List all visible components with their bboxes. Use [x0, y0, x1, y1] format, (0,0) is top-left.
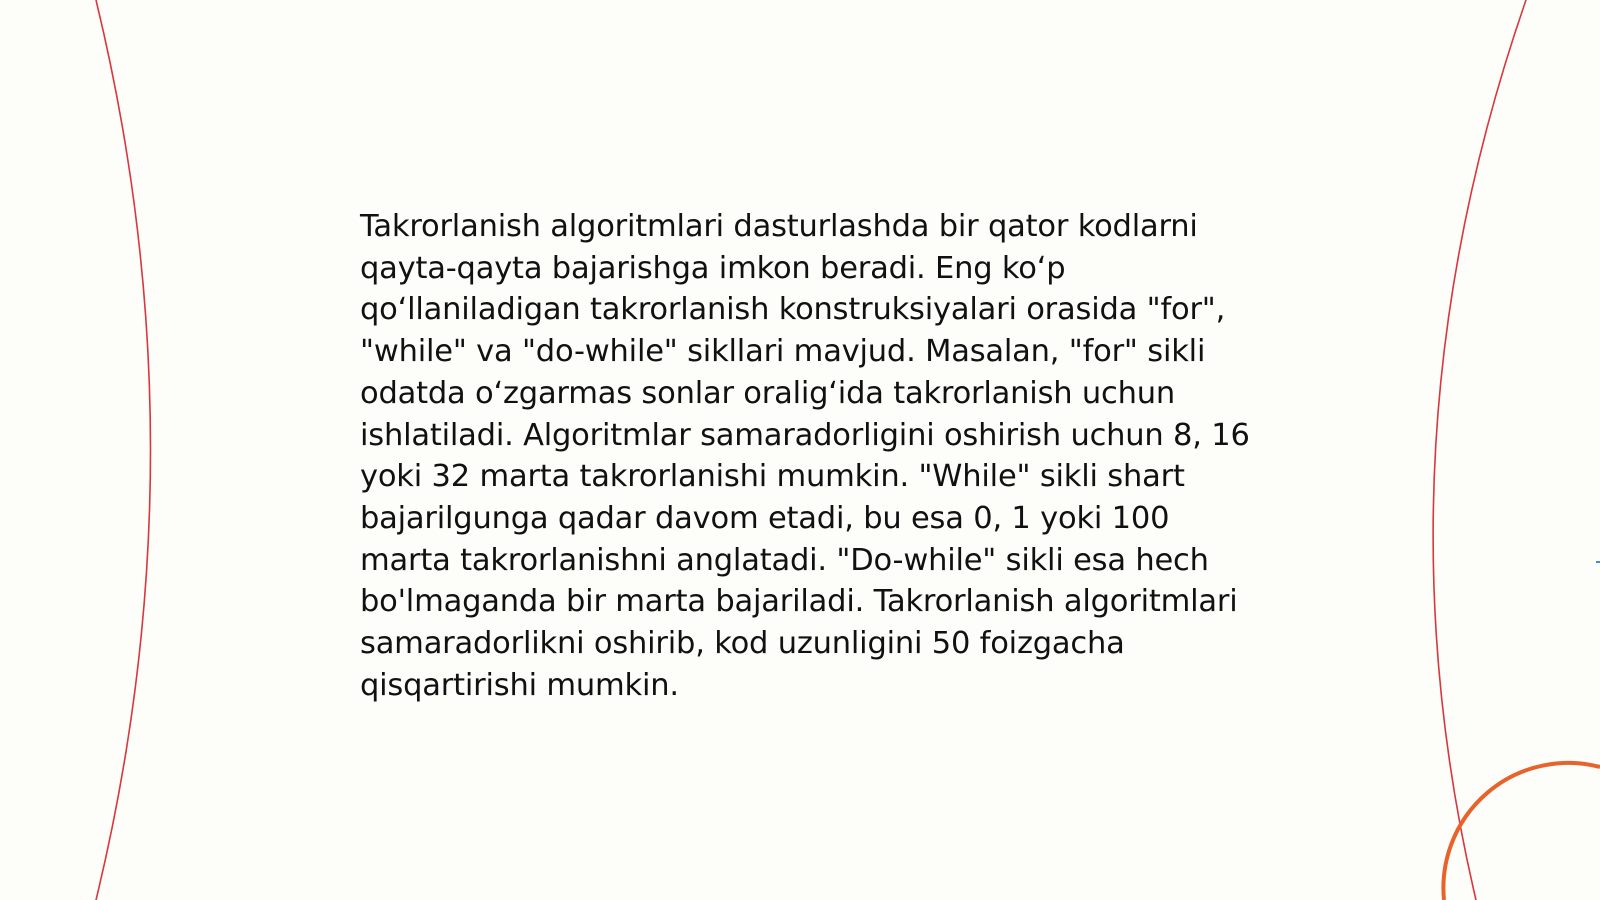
- slide-paragraph: Takrorlanish algoritmlari dasturlashda bir qator kodlarni qayta-qayta bajarishga imkon beradi. Eng ko‘p qo‘llaniladigan takrorlanish konstruksiyalari orasida "for", "while" va "do-while" sikllari mavjud. Masalan, "for" sikli odatda o‘zgarmas sonlar oralig‘ida takrorlanish uchun ishlatiladi. Algoritmlar samaradorligini oshirish uchun 8, 16 yoki 32 marta takrorlanishi mumkin. "While" sikli shart bajarilgunga qadar davom etadi, bu esa 0, 1 yoki 100 marta takrorlanishni anglatadi. "Do-while" sikli esa hech bo'lmaganda bir marta bajariladi. Takrorlanish algoritmlari samaradorlikni oshirib, kod uzunligini 50 foizgacha qisqartirishi mumkin.: [360, 209, 1250, 703]
- right-red-curve: [1433, 0, 1526, 900]
- orange-arc: [1443, 763, 1600, 900]
- left-red-curve: [96, 0, 151, 900]
